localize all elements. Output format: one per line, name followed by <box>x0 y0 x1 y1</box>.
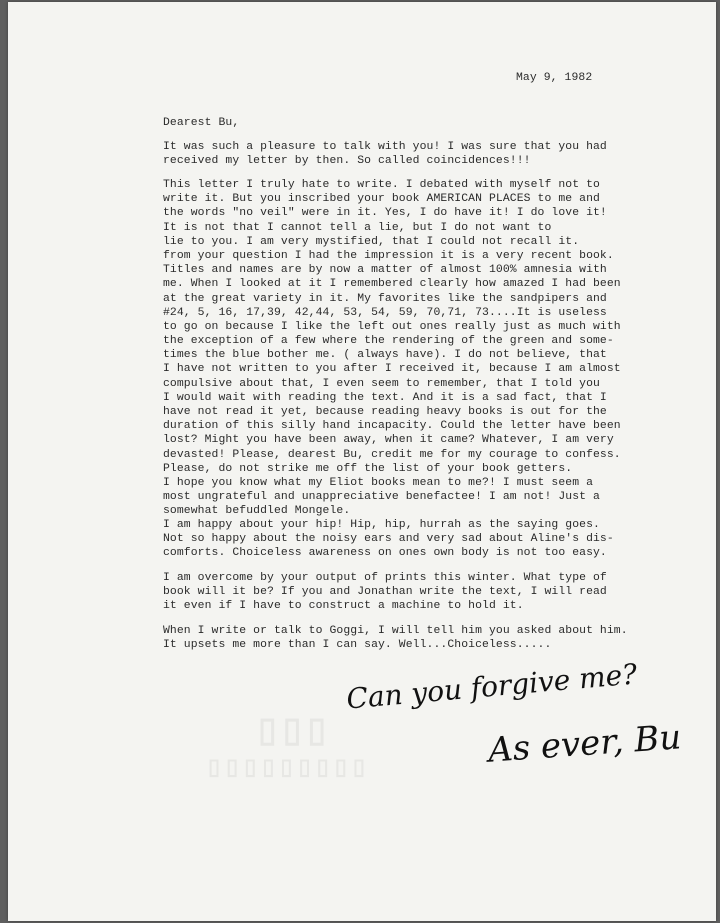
letter-date: May 9, 1982 <box>516 72 593 84</box>
letter-line: It is not that I cannot tell a lie, but I do not want to <box>163 221 552 234</box>
handwritten-question: Can you forgive me? <box>345 657 639 716</box>
paragraph-1 <box>163 140 683 168</box>
letter-line: write it. But you inscribed your book AMERICAN PLACES to me and <box>163 193 600 206</box>
letterhead-watermark: ▯▯▯ <box>258 711 333 749</box>
letter-line: Titles and names are by now a matter of almost 100% amnesia with <box>163 264 607 277</box>
letter-line: duration of this silly hand incapacity. Could the letter have been <box>163 420 621 433</box>
letter-line: I have not written to you after I received it, because I am almost <box>163 363 621 376</box>
paragraph-5 <box>163 624 683 652</box>
paragraph-3 <box>163 518 683 561</box>
letter-line: somewhat befuddled Mongele. <box>163 505 351 518</box>
letter-line: lie to you. I am very mystified, that I could not recall it. <box>163 235 580 248</box>
letter-line: I am overcome by your output of prints this winter. What type of <box>163 572 607 584</box>
letter-line: It was such a pleasure to talk with you! I was sure that you had <box>163 141 607 153</box>
letter-line: compulsive about that, I even seem to remember, that I told you <box>163 377 600 390</box>
letter-line: it even if I have to construct a machine to hold it. <box>163 600 524 613</box>
letterhead-watermark-line: ▯▯▯▯▯▯▯▯▯ <box>208 754 371 779</box>
letter-line: received my letter by then. So called coincidences!!! <box>163 155 531 168</box>
letter-line: devasted! Please, dearest Bu, credit me for my courage to confess. <box>163 448 621 461</box>
letter-line: Please, do not strike me off the list of your book getters. <box>163 462 573 475</box>
letter-line: #24, 5, 16, 17,39, 42,44, 53, 54, 59, 70,71, 73....It is useless <box>163 306 607 319</box>
letter-line: me. When I looked at it I remembered clearly how amazed I had been <box>163 278 621 291</box>
letter-line: times the blue bother me. ( always have). I do not believe, that <box>163 349 607 362</box>
letter-page <box>8 2 716 921</box>
letter-line: to go on because I like the left out ones really just as much with <box>163 320 621 333</box>
letter-line: Not so happy about the noisy ears and very sad about Aline's dis- <box>163 533 614 546</box>
letter-line: This letter I truly hate to write. I debated with myself not to <box>163 179 600 191</box>
letter-line: When I write or talk to Goggi, I will tell him you asked about him. <box>163 625 628 637</box>
letter-line: most ungrateful and unappreciative benefactee! I am not! Just a <box>163 491 600 504</box>
letter-line: comforts. Choiceless awareness on ones own body is not too easy. <box>163 547 607 560</box>
letter-line: I am happy about your hip! Hip, hip, hurrah as the saying goes. <box>163 519 600 531</box>
letter-line: have not read it yet, because reading heavy books is out for the <box>163 406 607 418</box>
letter-line: I hope you know what my Eliot books mean to me?! I must seem a <box>163 476 594 489</box>
letter-line: at the great variety in it. My favorites like the sandpipers and <box>163 292 607 305</box>
letter-line: the words "no veil" were in it. Yes, I do have it! I do love it! <box>163 207 607 220</box>
letter-line: the exception of a few where the rendering of the green and some- <box>163 335 614 348</box>
letter-line: It upsets me more than I can say. Well...Choiceless..... <box>163 639 552 652</box>
letter-line: book will it be? If you and Jonathan write the text, I will read <box>163 586 607 599</box>
paragraph-4 <box>163 571 683 614</box>
handwritten-signoff: As ever, Bu <box>486 717 683 771</box>
letter-salutation: Dearest Bu, <box>163 117 240 129</box>
paragraph-2 <box>163 178 683 519</box>
letter-line: from your question I had the impression it is a very recent book. <box>163 249 614 262</box>
letter-line: I would wait with reading the text. And it is a sad fact, that I <box>163 391 607 404</box>
letter-line: lost? Might you have been away, when it came? Whatever, I am very <box>163 434 614 447</box>
